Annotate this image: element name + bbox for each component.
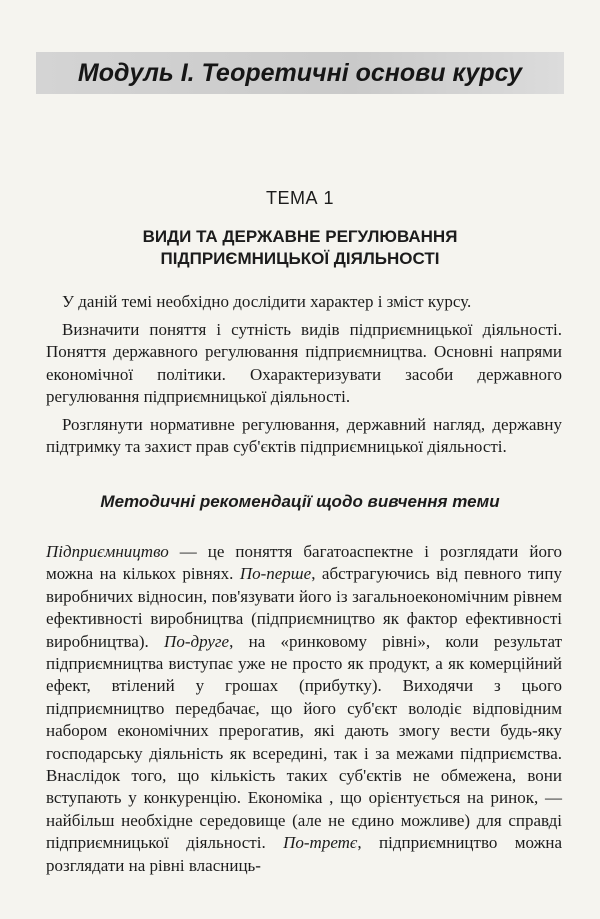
body-segment: По-друге [164,631,230,651]
methodical-heading: Методичні рекомендації щодо вивчення теми [100,492,500,511]
body-segment: По-перше [239,564,312,584]
topic-title-line: ВИДИ ТА ДЕРЖАВНЕ РЕГУЛЮВАННЯ [142,227,458,246]
module-title-prefix: Модуль I. [77,59,195,87]
topic-title-line: ПІДПРИЄМНИЦЬКОЇ ДІЯЛЬНОСТІ [160,249,440,268]
topic-title [60,226,540,270]
body-segment: , абстрагуючись від певного типу виробничих відносин, пов'язувати його із загальноекономічним рівнем ефективності виробництва (підприємництво як фактор ефективності виробництва). [46,564,562,651]
body-segment: Підприємництво [46,542,169,561]
methodical-body [46,541,562,877]
topic-label: ТЕМА 1 [265,188,334,208]
body-segment: По-третє [283,833,358,853]
intro-paragraph: Розглянути нормативне регулювання, державний нагляд, державну підтримку та захист прав суб'єктів підприємницької діяльності. [46,414,562,456]
module-title-rest: Теоретичні основи курсу [201,59,523,87]
methodical-paragraph [46,541,562,877]
intro-section [46,291,562,464]
intro-paragraph: У даній темі необхідно дослідити характер і зміст курсу. [62,292,472,311]
module-title [36,52,564,94]
body-segment: , на «ринковому рівні», коли результат підприємництва виступає уже не просто як продукт, а як комерційний ефект, втілений у грошах (прибутку). Виходячи з цього підприємництво передбачає, що його суб'єкт володіє відповідним набором економічних прерогатив, які дають змогу вести будь-яку господарську діяльність як всередині, так і за межами підприємства. Внаслідок того, що кількість таких суб'єктів не обмежена, вони вступають у конкуренцію. Економіка , що орієнтується на ринок, — найбільш необхідне середовище (але не єдино можливе) для справді підприємницької діяльності. [46,631,563,853]
body-segment: — це поняття багатоаспектне і розглядати його можна на кількох рівнях. [46,542,562,584]
body-segment: , підприємництво можна розглядати на рівні власниць- [46,833,562,875]
intro-paragraph: Визначити поняття і сутність видів підприємницької діяльності. Поняття державного регулювання підприємництва. Основні напрями економічної політики. Охарактеризувати засоби державного регулювання підприємницької діяльності. [46,319,562,406]
